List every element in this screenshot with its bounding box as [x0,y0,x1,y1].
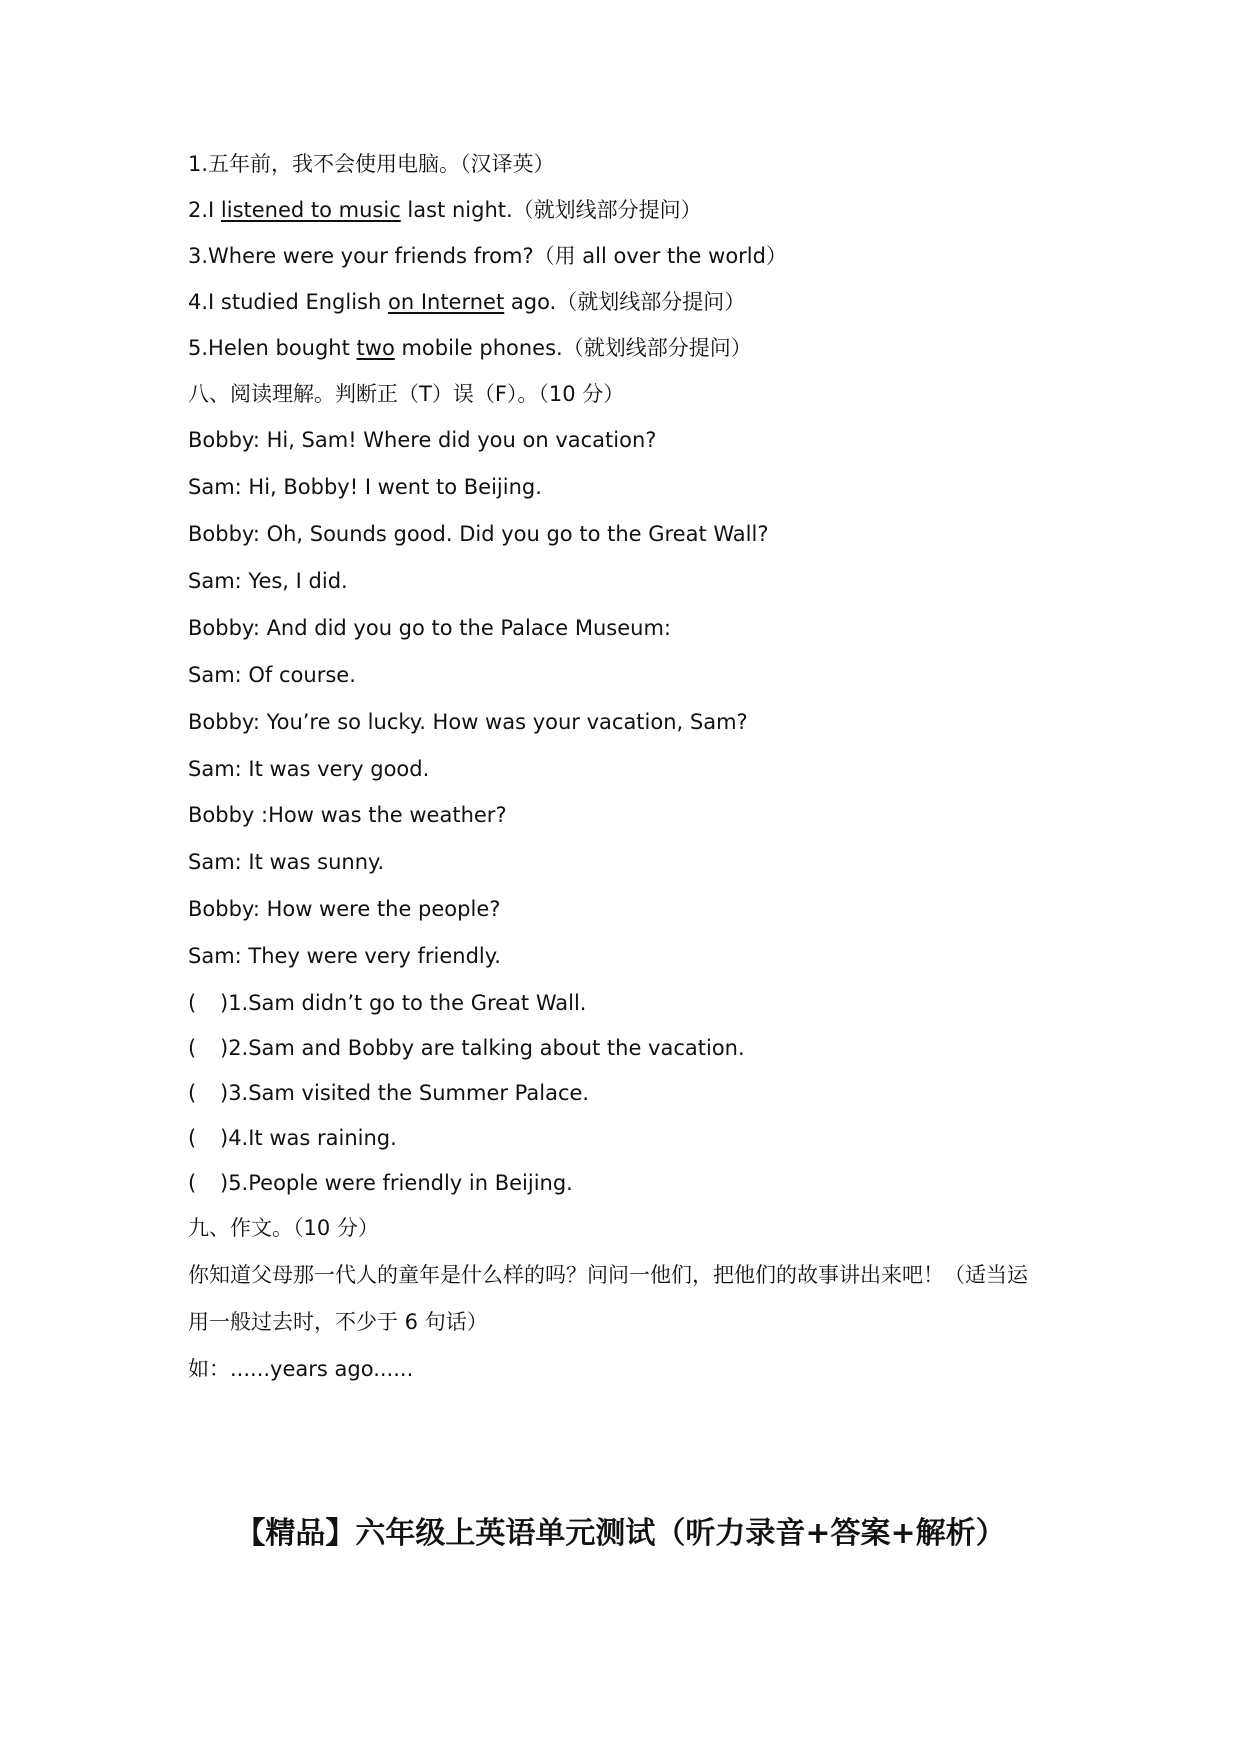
true-false-statement-4 [188,1123,397,1153]
answer-blank-paren: ( [188,1171,197,1195]
q4-text-before: 4.I studied English [188,290,388,314]
answer-blank-paren: ( [188,1081,197,1105]
footer-title: 【精品】六年级上英语单元测试（听力录音+答案+解析） [235,1516,1006,1551]
translation-question-5 [188,333,752,363]
dialogue-line: Bobby: Hi, Sam! Where did you on vacation? [188,428,657,452]
writing-prompt-line-1: 你知道父母那一代人的童年是什么样的吗？问问一他们，把他们的故事讲出来吧！（适当运 [188,1263,1028,1287]
translation-question-4 [188,287,745,317]
translation-question-2 [188,195,702,225]
statement-text: )2.Sam and Bobby are talking about the vacation. [220,1036,745,1060]
translation-question-3: 3.Where were your friends from?（用 all over the world） [188,244,787,268]
translation-question-1: 1.五年前，我不会使用电脑。（汉译英） [188,152,555,176]
statement-text: )4.It was raining. [220,1126,397,1150]
dialogue-line: Bobby: Oh, Sounds good. Did you go to the Great Wall? [188,522,769,546]
answer-blank-paren: ( [188,1126,197,1150]
statement-text: )5.People were friendly in Beijing. [220,1171,573,1195]
writing-section-heading: 九、作文。（10 分） [188,1216,379,1240]
dialogue-line: Sam: Yes, I did. [188,569,348,593]
reading-section-heading: 八、阅读理解。判断正（T）误（F）。（10 分） [188,382,625,406]
true-false-statement-3 [188,1078,589,1108]
dialogue-line: Bobby: You’re so lucky. How was your vacation, Sam? [188,710,748,734]
dialogue-line: Bobby :How was the weather? [188,803,507,827]
q2-text-after: last night.（就划线部分提问） [400,198,702,222]
q5-underlined-word: two [356,336,395,360]
dialogue-line: Sam: It was sunny. [188,850,385,874]
answer-blank-paren: ( [188,1036,197,1060]
q2-text-before: 2.I [188,198,221,222]
q2-underlined-phrase: listened to music [220,198,401,222]
dialogue-line: Sam: They were very friendly. [188,944,501,968]
dialogue-line: Sam: Hi, Bobby! I went to Beijing. [188,475,542,499]
statement-text: )3.Sam visited the Summer Palace. [220,1081,590,1105]
q4-underlined-phrase: on Internet [387,290,505,314]
true-false-statement-1 [188,988,586,1018]
writing-example: 如：......years ago...... [188,1357,414,1381]
q5-text-after: mobile phones.（就划线部分提问） [394,336,752,360]
q5-text-before: 5.Helen bought [188,336,357,360]
writing-prompt-line-2: 用一般过去时，不少于 6 句话） [188,1310,488,1334]
dialogue-line: Bobby: How were the people? [188,897,501,921]
answer-blank-paren: ( [188,991,197,1015]
true-false-statement-5 [188,1168,573,1198]
statement-text: )1.Sam didn’t go to the Great Wall. [220,991,587,1015]
dialogue-line: Bobby: And did you go to the Palace Museum: [188,616,671,640]
dialogue-line: Sam: It was very good. [188,757,430,781]
true-false-statement-2 [188,1033,745,1063]
q4-text-after: ago.（就划线部分提问） [504,290,746,314]
dialogue-line: Sam: Of course. [188,663,356,687]
